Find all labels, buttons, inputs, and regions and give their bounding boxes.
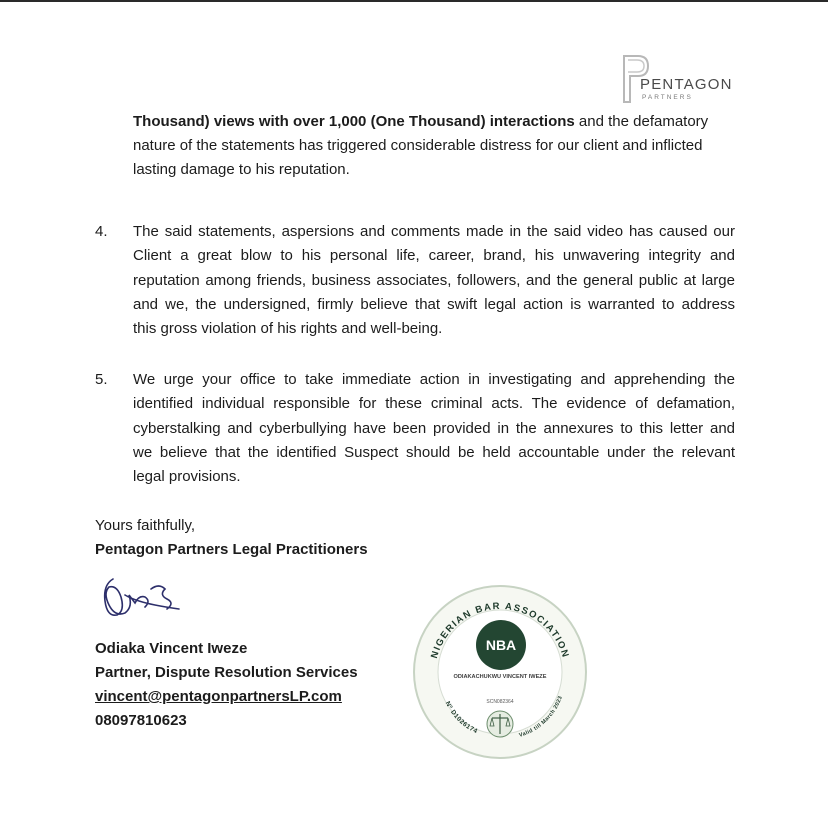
paragraph-line: nature of the statements has triggered considerable distress for our client and inflicted [133, 137, 703, 154]
top-border [0, 0, 828, 2]
item-line: The said statements, aspersions and comments made in the said video has caused our [133, 223, 735, 240]
handwritten-signature [95, 565, 195, 640]
paragraph-line [133, 110, 743, 134]
item-line: cyberstalking and cyberbullying have been provided in the annexures to this letter and [133, 419, 735, 437]
item-line: and we, the undersigned, firmly believe that swift legal action is warranted to address [133, 295, 735, 313]
closing [95, 514, 368, 562]
pentagon-logo [622, 54, 742, 104]
paragraph-bold-text: Thousand) views with over 1,000 (One Thousand) interactions [133, 113, 575, 130]
paragraph-line: lasting damage to his reputation. [133, 161, 350, 178]
signatory-name: Odiaka Vincent Iweze [95, 640, 248, 657]
signatory-block [95, 637, 358, 733]
logo-name: PENTAGON [640, 76, 733, 93]
email-link[interactable]: vincent@pentagonpartnersLP.com [95, 688, 342, 705]
item-text [133, 220, 735, 341]
seal-ring-text: NIGERIAN BAR ASSOCIATION [428, 600, 572, 660]
item-line: this gross violation of his rights and well-being. [133, 320, 443, 338]
nba-badge: NBA [476, 620, 526, 670]
seal-member-name: ODIAKACHUKWU VINCENT IWEZE [453, 674, 547, 680]
item-text [133, 368, 735, 489]
item-line: identified individual responsible for these criminal acts. The evidence of defamation, [133, 395, 735, 413]
seal-code: SCN082364 [486, 699, 514, 705]
item-line: Client a great blow to his personal life, career, brand, his unwavering integrity and [133, 247, 735, 265]
scales-of-justice-icon [487, 711, 513, 737]
item-line: We urge your office to take immediate action in investigating and apprehending the [133, 371, 735, 388]
phone-number: 08097810623 [95, 712, 187, 729]
seal-valid: Valid till March 2023 [518, 695, 564, 739]
paragraph-text: and the defamatory [574, 113, 709, 130]
paragraph-continued [133, 110, 743, 182]
seal-ring [410, 582, 590, 762]
seal-number: Nº D1026174 [443, 700, 479, 736]
firm-name: Pentagon Partners Legal Practitioners [95, 541, 368, 558]
logo-subtitle: PARTNERS [642, 94, 693, 101]
item-line: reputation among friends, business associates, followers, and the general public at large [133, 271, 735, 289]
salutation: Yours faithfully, [95, 517, 196, 534]
signatory-title: Partner, Dispute Resolution Services [95, 664, 358, 681]
item-line: legal provisions. [133, 468, 241, 486]
nba-seal [410, 582, 590, 762]
item-number: 4. [95, 223, 108, 240]
item-number: 5. [95, 371, 108, 388]
item-line: we believe that the identified Suspect should be held accountable under the relevant [133, 443, 735, 461]
